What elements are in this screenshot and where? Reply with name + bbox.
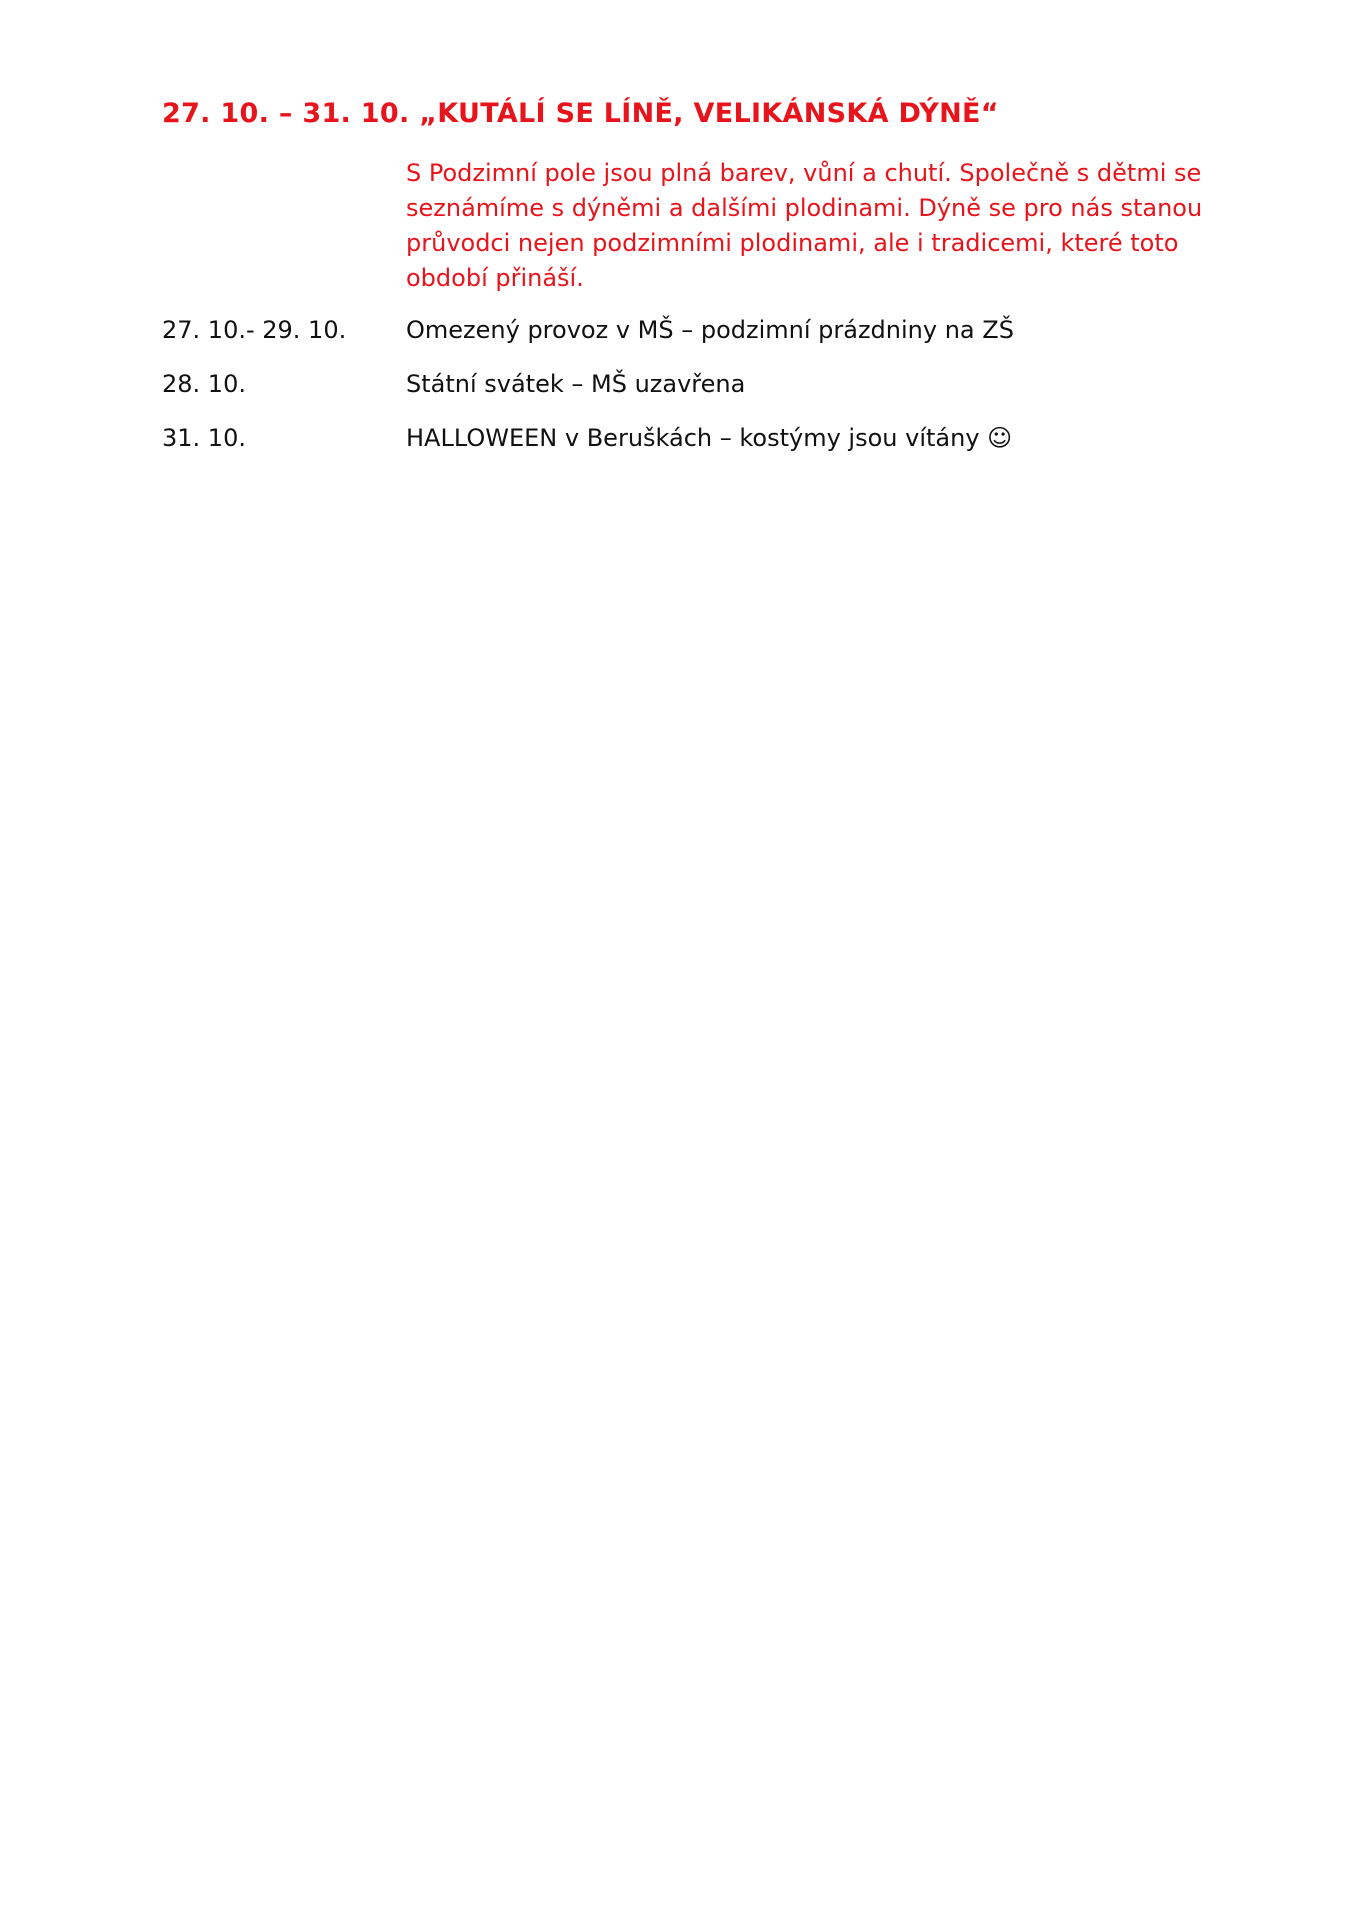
section-heading: 27. 10. – 31. 10. „KUTÁLÍ SE LÍNĚ, VELIKÁNSKÁ DÝNĚ“ bbox=[162, 98, 999, 129]
event-description: Státní svátek – MŠ uzavřena bbox=[406, 370, 746, 398]
section-intro bbox=[406, 156, 1206, 296]
event-date: 27. 10.- 29. 10. bbox=[162, 316, 347, 344]
intro-line: průvodci nejen podzimními plodinami, ale i tradicemi, které toto bbox=[406, 229, 1179, 257]
intro-line: seznámíme s dýněmi a dalšími plodinami. Dýně se pro nás stanou bbox=[406, 194, 1203, 222]
event-description: Omezený provoz v MŠ – podzimní prázdniny na ZŠ bbox=[406, 316, 1014, 344]
intro-line: období přináší. bbox=[406, 264, 584, 292]
intro-line: S Podzimní pole jsou plná barev, vůní a chutí. Společně s dětmi se bbox=[406, 159, 1202, 187]
event-row bbox=[162, 316, 1212, 352]
event-date: 28. 10. bbox=[162, 370, 246, 398]
event-description: HALLOWEEN v Beruškách – kostýmy jsou vítány ☺ bbox=[406, 424, 1013, 452]
event-row bbox=[162, 424, 1212, 460]
event-row bbox=[162, 370, 1212, 406]
event-date: 31. 10. bbox=[162, 424, 246, 452]
